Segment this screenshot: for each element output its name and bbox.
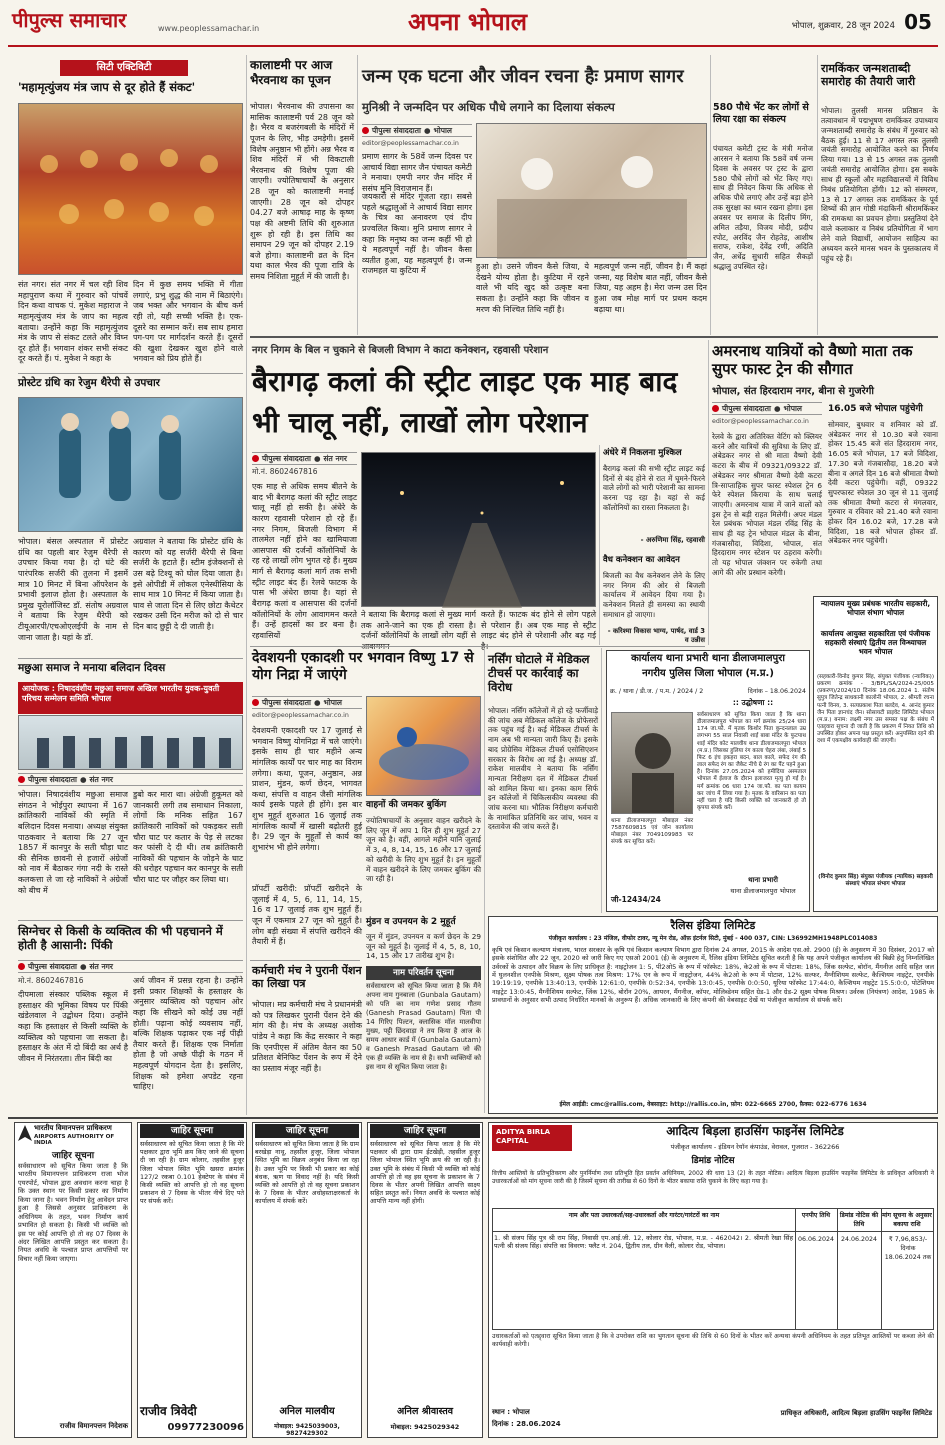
signature-byline-name: पीपुल्स संवाददाता	[28, 961, 77, 971]
streetlight-side-title: अंधेरे में निकलना मुश्किल	[603, 448, 682, 458]
streetlight-quote-1-by: - अरुणिमा सिंह, रहवासी	[640, 536, 705, 544]
amarnath-byline-place: भोपाल	[783, 403, 802, 413]
police-body: सर्वसाधारण को सूचित किया जाता है कि थाना डीलाजमालपुरा भोपाल का मर्ग क्रमांक 25/24 धारा 174 जा.फौ. में मृतक किशोर पिता कुन्दनलाल उम्र लगभग 55 साल निवासी शाई बाबा मंदिर के फुटपाथ शाई मंदिर कोट मालवीय थाना डीलाजमालपुरा भोपाल (म.प्र.) जिसका हुलिया रंग काला चेहरा लंबा, लंबाई 5 फिट 6 इंच इकहरा बदन, बाल काले, सफेद रंग की लाल सफेद रंग का जैकेट नीचे ग्रे रंग का पैंट पहने हुआ है। दिनांक 27.05.2024 को हमीदिया अस्पताल भोपाल में ईलाज के दौरान इलाजरत मृत्यु हो गई है। मर्ग क्रमांक 06 धारा 174 जा.फौ. का पता कायम कर जांच में लिया गया है। मृतक के वारिसान का पता नहीं चला है यदि किसी व्यक्ति को जानकारी हो तो कृपया संपर्क करें।	[697, 712, 806, 812]
aditya-body: वित्तीय आस्तियों के प्रतिभूतिकरण और पुनर्निर्माण तथा प्रतिभूति हित प्रवर्तन अधिनियम, 2002 की धारा 13 (2) के तहत नोटिस। आदित्य बिड़ला हाउसिंग फाइनेंस लिमिटेड के प्राधिकृत अधिकारी ने उधारकर्ताओं को मांग सूचना जारी की है जिसमें सूचना की तारीख से 60 दिनों के भीतर बकाया राशि चुकाने के लिए कहा गया है।	[492, 1170, 934, 1185]
police-heading: :: उद्घोषणा ::	[732, 698, 774, 707]
mrityunjay-headline: 'महामृत्युंजय मंत्र जाप से दूर होते हैं संकट'	[18, 80, 196, 94]
police-officer-2: थाना डीलाजमालपुरा भोपाल	[730, 887, 796, 895]
signature-headline: सिग्नेचर से किसी के व्यक्तित्व की भी पहचानने में होती है आसानी: पिंकी	[18, 924, 223, 953]
aditya-row-npa: 06.06.2024	[797, 1236, 835, 1243]
aditya-col-a: नाम और पता उधारकर्ता/सह-उधारकर्ता और गारंटर/गारंटरों का नाम	[568, 1212, 720, 1219]
nursing-headline: नर्सिंग घोटाले में मेडिकल टीचर्स पर कार्रवाई का विरोध	[488, 652, 590, 695]
prostate-body-1: भोपाल। बंसल अस्पताल में प्रोस्टेट ग्रंथि का पहली बार रेजुम थैरेपी से उपचार किया गया है। दो घंटे की पारंपरिक सर्जरी की तुलना में इसमें मात्र 10 मिनट में बिना ऑपरेशन के प्रभावी इलाज होता है। अस्पताल के प्रमुख यूरोलॉजिस्ट डॉ. संतोष अग्रवाल ने बताया कि रेजुम थैरेपी को टीयूआरपी/एचओएलईपी के नाम से जाना जाता है। यहां के डॉ.	[18, 537, 128, 642]
streetlight-quote-1: बैरागढ़ कलां की सभी स्ट्रीट लाइट कई दिनों से बंद होने से रात में घूमने-फिरने वाले लोगों को भारी परेशानी का सामना करना पड़ रहा है। यहां से कई कॉलोनियों का रास्ता निकलता है।	[603, 464, 705, 512]
police-code: जी-12434/24	[611, 895, 661, 904]
mrityunjay-body-1: संत नगर। संत नगर में चल रही शिव महापुराण कथा में गुरुवार को पांचवें दिन कथा वाचक पं. मुकेश महाराज ने महामृत्युंजय मंत्र के जाप का महत्व बताया। उन्होंने कहा कि महामृत्युंजय मंत्र के जाप से संकट टलते और विघ्न दूर होते हैं। भगवान शंकर सभी संकट दूर करते हैं। पं. मुकेश ने कहा के	[18, 280, 128, 364]
streetlight-kicker: नगर निगम के बिल न चुकाने से बिजली विभाग ने काटा कनेक्शन, रहवासी परेशान	[252, 345, 549, 356]
streetlight-side-title-2: वैध कनेक्शन का आवेदन	[603, 555, 680, 565]
signature-body-1: दीपमाला संस्कार पब्लिक स्कूल में हस्ताक्षर की भूमिका विषय पर पिंकी खंडेलवाल ने उद्बोधन दिया। उन्होंने कहा कि हस्ताक्षर से किसी व्यक्ति के व्यक्तित्व को पहचाना जा सकता है। हस्ताक्षर के अंत में दो बिंदी का अर्थ है जीवन में निरंतरता। तीन बिंदी का	[18, 990, 128, 1063]
ekadashi-body-2: प्रॉपर्टी खरीदी: प्रॉपर्टी खरीदने के जुलाई में 4, 5, 6, 11, 14, 15, 16 व 17 जुलाई तक शुभ मुहूर्त हैं। जून में एकमात्र 27 जून को मुहूर्त है। लोग बड़ी संख्या में संपत्ति खरीदने की तैयारी में हैं।	[252, 884, 362, 947]
prostate-headline: प्रोस्टेट ग्रंथि का रेजुम थैरेपी से उपचार	[18, 377, 160, 389]
masthead-rule	[8, 45, 938, 47]
vishnu-photo	[366, 696, 481, 796]
coop-body: (सहकारी-विनोद कुमार सिंह, संयुक्त पंजीयक (न्यायिक)) प्रकरण क्रमांक - 3/BPL/SA/2024-25/005 (प्रकरण)/2024/10 दिनांक 18.06.2024 1. संतोष सुपुत्र जितेन्द्र साधकानी कालोनी भोपाल, 2. श्रीमती रचना पत्नी विनय, 3. सत्यप्रकाश पिता बलदेव, 4. आनंद कुमार जैन पिता ज्ञानचंद जैन। सोसायटी प्राइवेट लिमिटेड भोपाल (म.प्र.) बनाम: लक्ष्मी नगर उस समस्त पक्ष के संबंध में एतद्द्वारा सूचना दी जाती है कि प्रकरण में नियत तिथि को उपस्थित होकर अपना पक्ष प्रस्तुत करें। अनुपस्थित रहने की दशा में एकपक्षीय कार्यवाही की जाएगी।	[817, 674, 934, 745]
ekadashi-byline-place: भोपाल	[323, 697, 342, 707]
mathua-byline: पीपुल्स संवाददाता ● संत नगर	[18, 773, 243, 786]
amarnath-subhead: भोपाल, संत हिरदाराम नगर, बीना से गुजरेगी	[712, 386, 874, 397]
amarnath-times: सोमवार, बुधवार व शनिवार को डॉ. अंबेडकर नगर से 10.30 बजे रवाना होकर 15.45 बजे संत हिरदाराम नगर, 16.05 बजे भोपाल, 17 बजे विदिशा, 17.30 बजे गंजबासौदा, 18.20 बजे बीना व अगले दिन 16 बजे श्रीमाता वैष्णो देवी कटरा पहुंचेगी। वहीं, 09322 सुपरफास्ट स्पेशल 30 जून से 11 जुलाई तक श्रीमाता वैष्णो कटरा से मंगलवार, गुरुवार व रविवार को 21.40 बजे रवाना होकर दिन 16.02 बजे, 17.28 बजे विदिशा, 18 बजे भोपाल होकर डॉ. अंबेडकर नगर पहुंचेगी।	[828, 420, 938, 546]
nursing-body: भोपाल। नर्सिंग कॉलेजों में हो रहे फर्जीवाड़े की जांच अब मेडिकल कॉलेज के प्रोफेसरों तक पहुंच गई है। कई मेडिकल टीचर्स के नाम अब भी मान्यता जारी किए हैं। इसके बाद प्रोग्रेसिव मेडिकल टीचर्स एसोसिएशन सरकार के विरोध आ गई है। अध्यक्ष डॉ. राकेश मालवीय ने बताया कि नर्सिंग मान्यता निरीक्षण दल में मेडिकल टीचर्स को शामिल किया था। इनका काम सिर्फ इन कॉलेजों में चिकित्सकीय व्यवस्था की जांच करना था। भौतिक निरीक्षण कर्मचारी के नामांकित प्रतिनिधि कर जांच, भवन व दस्तावेज की जांच करते हैं।	[488, 706, 598, 832]
lead-body-1: प्रमाण सागर के 58वें जन्म दिवस पर आचार्य विद्या सागर जैन पंचायत कमेटी ने मनाया। एमपी नगर जैन मंदिर में ससंघ मुनि विराजमान हैं।	[362, 152, 472, 193]
police-officer: थाना प्रभारी	[748, 876, 778, 884]
aai-body: सर्वसाधारण को सूचित किया जाता है कि भारतीय विमानपत्तन प्राधिकरण राजा भोज एयरपोर्ट, भोपाल द्वारा अवधान करना चाहा है कि उक्त स्थान पर किसी प्रकार का निर्माण किया जाना है। भवन निर्माण हेतु आवेदन प्राप्त हुआ है जिससे अनुसार प्राधिकरण के अधिनियम के तहत, भवन निर्माण कार्य प्रभावित हो सकता है। किसी भी व्यक्ति को इस पर कोई आपत्ति हो तो वह 07 दिवस के अंदर लिखित आपत्ति प्रस्तुत कर सकता है। नियत अवधि के पश्चात प्राप्त आपत्तियों पर विचार नहीं किया जाएगा।	[18, 1162, 128, 1263]
section-title: अपना भोपाल	[408, 8, 528, 36]
signature-byline: पीपुल्स संवाददाता ● संत नगर	[18, 960, 243, 973]
karmachari-headline: कर्मचारी मंच ने पुरानी पेंशन का लिखा पत्र	[252, 964, 362, 991]
ekadashi-body-1: देवशयनी एकादशी पर 17 जुलाई से भगवान विष्णु योगनिद्रा में चले जाएंगे। इसके साथ ही चार महीने अन्य मांगलिक कार्यों पर चार माह का विराम लगेगा। कथा, पूजन, अनुष्ठान, अन्न प्राशन, मुंडन, कर्ण छेदन, भागवत कथा, संपत्ति व वाहन जैसी मांगलिक कार्य इसके पहले ही होंगे। इस बार शुभ मुहूर्त शुरुआत 16 जुलाई तक मांगलिक कार्यों में खासी बढ़ोतरी हुई है। 29 जून के मुहूर्तों से कार्य का शुभारंभ भी होने लगेगा।	[252, 726, 362, 852]
police-date: दिनांक – 18.06.2024	[747, 688, 806, 695]
aai-title-en: AIRPORTS AUTHORITY OF INDIA	[34, 1134, 115, 1146]
lead-body-3: हुआ हो। उसने जीवन कैसे जिया, ये देखने योग्य होता है। कुटिया में रहने वाले भी यदि खुद को उत्कृष्ट बना सकता है। उन्होंने कहा कि जीवन व मरण की निश्चित तिथि नहीं है।	[476, 262, 589, 314]
ad3-body: सर्वसाधारण को सूचित किया जाता है कि मेरे पक्षकार श्री द्वारा ग्राम ईटखेड़ी, तहसील हुजूर जिला भोपाल स्थित भूमि क्रय की जा रही है। उक्त भूमि के संबंध में किसी भी व्यक्ति को कोई आपत्ति हो तो वह इस सूचना के प्रकाशन के 7 दिवस के भीतर अपनी लिखित आपत्ति साक्ष्य सहित प्रस्तुत करें। नियत अवधि के पश्चात कोई आपत्ति मान्य नहीं होगी।	[370, 1140, 480, 1206]
streetlight-headline: बैरागढ़ कलां की स्ट्रीट लाइट एक माह बाद भी चालू नहीं, लाखों लोग परेशान	[252, 365, 678, 439]
ramkinkar-headline: रामकिंकर जन्मशताब्दी समारोह की तैयारी जारी	[821, 62, 916, 89]
logo-text: पीपुल्स समाचार	[12, 8, 127, 32]
aditya-row-date: 24.06.2024	[840, 1236, 878, 1243]
coop-subtitle: कार्यालय आयुक्त सहकारिता एवं पंजीयक सहकारी संस्थाएं द्वितीय तल विन्ध्याचल भवन भोपाल	[820, 629, 931, 656]
mathua-body-1: भोपाल। निषादवंशीय मछुआ समाज संगठन ने भोईपुरा स्थापना में 167 क्रांतिकारी नाविकों की स्मृति में बलिदान दिवस मनाया। अध्यक्ष संयुक्त पाठकवार ने बताया कि 27 जून 1857 में कानपुर के सती चौड़ा घाट की सैनिक छावनी से हजारों अंग्रेजों को नाव में बैठाकर गंगा नदी के रास्ते कलकत्ता ले जा रहे नाविकों ने अंग्रेजों को बीच में	[18, 790, 128, 895]
aditya-row-amount: ₹ 7,96,853/- दिनांक 18.06.2024 तक	[884, 1236, 932, 1261]
lead-body-2: जयकारों से मंदिर गूंजता रहा। सबसे पहले श्रद्धालुओं ने आचार्य विद्या सागर के चित्र का अनावरण एवं दीप प्रज्वलित किया। मुनि प्रमाण सागर ने कहा कि मनुष्य का जन्म कहीं भी हो ये महत्वपूर्ण नहीं है। जीवन कैसा व्यतीत हुआ, यह महत्वपूर्ण है। जन्म राजमहल या कुटिया में	[362, 192, 472, 276]
aditya-logo	[492, 1125, 572, 1151]
mathua-byline-name: पीपुल्स संवाददाता	[28, 774, 77, 784]
streetlight-byline-place: संत नगर	[323, 453, 347, 463]
aditya-demand-notice: डिमांड नोटिस	[691, 1156, 735, 1166]
masthead-url: www.peoplessamachar.in	[158, 24, 260, 33]
surgeons-photo	[18, 397, 243, 532]
ekadashi-byline-name: पीपुल्स संवाददाता	[262, 697, 311, 707]
lead-editor-email: editor@peoplessamachar.co.in	[362, 140, 459, 147]
aditya-col-c: डिमांड नोटिस की तिथि	[839, 1212, 879, 1228]
kalashtami-body: भोपाल। भैरवनाथ की उपासना का मासिक कालाष्टमी पर्व 28 जून को है। भैरव व बजरंगबली के मंदिरों में पूजन के लिए, भीड़ उमड़ेगी। इसमें विशेष अनुष्ठान भी होंगे। अन्न भैरव व शिव मंदिरों में भी विकटाली भैरवनाथ की विशेष पूजा की जाएगी। ज्योतिषाचार्यों के अनुसार 28 जून को कालाष्टमी मनाई जाएगी। 28 जून को दोपहर 04.27 बजे आषाढ़ माह के कृष्ण पक्ष की अष्टमी तिथि की शुरुआत शुरू हो रही है। इस तिथि का समापन 29 जून को दोपहर 2.19 बजे होगा। कालाष्टमी व्रत के दिन यथा काल भैरव की पूजा रात्रि के समय निशिता मुहूर्त में की जाती है।	[250, 102, 354, 281]
mundan-body: जून में मुंडन, उपनयन व कर्ण छेदन के 29 जून को मुहूर्त है। जुलाई में 4, 5, 8, 10, 14, 15 और 17 तारीख शुभ है।	[366, 932, 481, 961]
ad1-body: सर्वसाधारण को सूचित किया जाता है कि मेरे पक्षकार द्वारा भूमि क्रय किए जाने की सूचना दी जा रही है। ग्राम कोलार, तहसील हुजूर जिला भोपाल स्थित भूमि खसरा क्रमांक 127/2 रकबा 0.101 हेक्टेयर के संबंध में किसी व्यक्ति को आपत्ति हो तो वह सूचना प्रकाशन से 7 दिवस के भीतर नीचे दिए पते पर संपर्क करें।	[140, 1140, 244, 1206]
ad1-heading: जाहिर सूचना	[140, 1124, 244, 1138]
aai-sign: राजीव विमानपत्तन निदेशक	[59, 1422, 128, 1430]
ekadashi-editor-email: editor@peoplessamachar.co.in	[252, 712, 349, 719]
plants-body: पंचायत कमेटी ट्रस्ट के मंत्री मनोज आरसन ने बताया कि 58वें वर्ष जन्म दिवस के अवसर पर ट्रस्ट के द्वारा 580 पौधे लोगों को भेंट किए गए। साथ ही निवेदन किया कि अधिक से अधिक पौधे लगाएं और उन्हें बड़ा होने तक सुरक्षा का ध्यान रखना होगा। इस अवसर पर समाज के दिलीप मिंग, अमित तड़ैया, विजय मोदी, प्रदीप रपोट, अरविंद जैन रोहतेड़, आशीष सराफ, राकेश, देवेंद्र रणी, अदिति जैन, अर्धेद्र सुधारी सहित सैकड़ों श्रद्धालु उपस्थित रहे।	[713, 144, 813, 272]
amarnath-headline: अमरनाथ यात्रियों को वैष्णो माता तक सुपर फास्ट ट्रेन की सौगात	[712, 342, 913, 379]
ekadashi-headline: देवशयनी एकादशी पर भगवान विष्णु 17 से योग निद्रा में जाएंगे	[252, 650, 474, 684]
mundan-title: मुंडन व उपनयन के 2 मुहूर्त	[366, 917, 456, 927]
ad2-phone: मोबाइल: 9425039003, 9827429302	[274, 1423, 340, 1437]
streetlight-byline: पीपुल्स संवाददाता ● संत नगर	[252, 452, 357, 465]
amarnath-editor-email: editor@peoplessamachar.co.in	[712, 418, 809, 425]
mathua-banner: आयोजक : निषादवंशीय मछुआ समाज अखिल भारतीय युवक-युवती परिचय सम्मेलन समिति भोपाल	[18, 682, 243, 714]
amarnath-body: रेलवे के द्वारा अतिरिक्त वेटिंग को क्लियर करने और यात्रियों की सुविधा के लिए डॉ. अंबेडकर नगर से श्री माता वैष्णो देवी कटरा के बीच में 09321/09322 डॉ. अंबेडकर नगर श्रीमाता वैष्णो देवी कटरा त्रि-साप्ताहिक सुपर फास्ट स्पेशल ट्रेन 6 फेरे स्पेशल किराया के साथ चलाई जाएगी। अमरनाथ यात्रा में जाने वालों को इस ट्रेन से बड़ी राहत मिलेगी। अपर मंडल रेल प्रबंधक भोपाल मंडल रविंद्र सिंह के साथ ही यह ट्रेन भोपाल मंडल के बीना, गंजबासौदा, विदिशा, भोपाल, संत हिरदाराम नगर स्टेशन पर ठहराव करेगी। तो यह भोपाल जंक्शन पर रुकेगी तथा आगे की ओर प्रस्थान करेगी।	[712, 432, 822, 577]
signature-byline-place: संत नगर	[89, 961, 113, 971]
masthead	[0, 0, 945, 44]
lead-subhead: मुनिश्री ने जन्मदिन पर अधिक पौधे लगाने का दिलाया संकल्प	[362, 100, 615, 114]
streetlight-phone: मो.नं. 8602467816	[252, 467, 318, 476]
police-contact: थाना डीलाजमालपुरा मोबाइल नंबर 7587609815 एवं जोन कार्यालय मोबाइल नंबर 7049109983 पर संपर्क कर सूचित करें।	[611, 818, 693, 846]
coop-sign: (विनोद कुमार सिंह) संयुक्त पंजीयक (न्यायिक) सहकारी संस्थाएं भोपाल संभाग भोपाल	[818, 874, 933, 888]
amarnath-byline-name: पीपुल्स संवाददाता	[722, 403, 771, 413]
aditya-place: स्थान : भोपाल	[492, 1408, 530, 1416]
plants-headline: 580 पौधे भेंट कर लोगों से लिया रक्षा का संकल्प	[713, 102, 809, 125]
aditya-brand: ADITYA BIRLA CAPITAL	[496, 1128, 551, 1146]
signature-phone: मो.नं. 8602467816	[18, 976, 84, 985]
lead-body-4: महत्वपूर्ण जन्म नहीं, जीवन है। मैं कहां जन्मा, यह विशेष बात नहीं, जीवन कैसे जिया, यह अहम है। मेरा जन्म उस दिन हुआ जब मोक्ष मार्ग पर प्रथम कदम बढ़ाया था।	[594, 262, 707, 314]
aai-title: भारतीय विमानपत्तन प्राधिकरण	[34, 1124, 112, 1132]
ad1-sign: राजीव त्रिवेदी	[140, 1404, 197, 1418]
streetlight-byline-name: पीपुल्स संवाददाता	[262, 453, 311, 463]
police-subtitle: नगरीय पुलिस जिला भोपाल (म.प्र.)	[642, 668, 774, 679]
aditya-sign: प्राधिकृत अधिकारी, आदित्य बिड़ला हाउसिंग फाइनेंस लिमिटेड	[780, 1409, 932, 1417]
dark-road-photo	[361, 452, 596, 607]
devotees-photo	[18, 103, 243, 275]
lead-byline: पीपुल्स संवाददाता ● भोपाल	[362, 124, 472, 137]
rallis-body: कृषि एवं किसान कल्याण मंत्रालय, भारत सरकार के कृषि एवं किसान कल्याण विभाग द्वारा दिनांक 24 अगस्त, 2015 के आदेश एस.ओ. 2900 (ई) के अनुसरण में 30 दिसंबर, 2017 को इसके संशोधित और 22 जून, 2020 को जारी किए गए एसओ 2001 (ई) के अनुसरण में, रैलिस इंडिया लिमिटेड सूचित करती है कि यह अपने पंजीकृत कार्यालय की बिक्री हेतु निम्नलिखित उर्वरकों के उत्पादन और विक्रय के लिए प्राधिकृत है: नाइट्रोजन 1: 5, पी2ओ5 के रूप में फॉस्फेट: 18%, के2ओ के रूप में पोटाश: 18%, जिंक सल्फेट, बोरॉन, मैंगनीज आदि सहित जल में घुलनशील एनपीके मिश्रण, सूक्ष्म पोषक तत्व मिश्रण: 17% एन के रूप में नाइट्रोजन, 44% के2ओ के रूप में पोटाश, 12% सल्फर, मैग्नीशियम सल्फेट, कैल्शियम नाइट्रेट, एनपीके 19:19:19, एनपीके 13:40:13, एनपीके 12:61:0, एनपीके 0:52:34, एनपीके 13:0:45, एनपीके 0:0:50, यूरिया फॉस्फेट 17:44:0, कैल्शियम नाइट्रेट 15.5:0:0, पोटेशियम नाइट्रेट 13:0:45, मैग्नीशियम सल्फेट, जिंक 12%, बोरॉन 20%, आयरन, मैंगनीज, कॉपर, मोलिब्डेनम सहित ग्रेड-1 और ग्रेड-2 सूक्ष्म पोषक मिश्रण। उर्वरक (नियंत्रण) आदेश, 1985 के प्रावधानों के अनुसार सभी उत्पाद निर्धारित मानकों के अनुरूप हैं। अधिक जानकारी के लिए कंपनी की वेबसाइट देखें या पंजीकृत कार्यालय से संपर्क करें।	[492, 946, 934, 1004]
rallis-address: पंजीकृत कार्यालय : 23 मंजिल, वीफोर टावर, न्यू मेन रोड, ऑफ़ इंटर्नल सिटी, मुंबई - 400 037, CIN: L36992MH1948PLC014083	[548, 935, 878, 942]
aditya-footer: उधारकर्ताओं को एतद्द्वारा सूचित किया जाता है कि वे उपरोक्त राशि का भुगतान सूचना की तिथि से 60 दिनों के भीतर करें अन्यथा कंपनी अधिनियम के तहत प्रतिभूत आस्तियों पर कब्जा लेने की कार्यवाही करेगी।	[492, 1333, 934, 1349]
ad1-phone: 09977230096	[167, 1422, 244, 1433]
aai-heading: जाहिर सूचना	[51, 1151, 95, 1161]
name-change-title: नाम परिवर्तन सूचना	[366, 966, 481, 980]
rallis-title: रैलिस इंडिया लिमिटेड	[670, 919, 756, 932]
aditya-row: 1. श्री संजय सिंह पुत्र श्री राम सिंह, निवासी एम.आई.जी. 12, कोलार रोड, भोपाल, म.प्र. - 462042। 2. श्रीमती रेखा सिंह पत्नी श्री संजय सिंह। संपत्ति का विवरण: फ्लैट नं. 204, द्वितीय तल, ग्रीन वैली, कोलार रोड, भोपाल।	[494, 1234, 793, 1251]
lead-byline-place: भोपाल	[433, 125, 452, 135]
rallis-footer: ईमेल आईडी: cmc@rallis.com, वेबसाइट: http://rallis.co.in, फ़ोन: 022-6665 2700, फ़ैक्स: 022-6776 1634	[559, 1101, 867, 1108]
deceased-photo	[611, 712, 693, 814]
streetlight-body-2: ने बताया कि बैरागढ़ कलां से मुख्य मार्ग तक आने-जाने का एक ही रास्ता है। दर्जनों कॉलोनियों के लाखों लोग यहीं से	[361, 610, 476, 641]
police-title: कार्यालय थाना प्रभारी थाना डीलाजमालपुरा	[631, 653, 785, 664]
streetlight-body-1: एक माह से अधिक समय बीतने के बाद भी बैरागढ़ कलां की स्ट्रीट लाइट चालू नहीं हो सकी है। अंधेरे के कारण रहवासी परेशान हो रहे हैं। नगर निगम, बिजली विभाग में तालमेल नहीं होने का खामियाजा आसपास की दर्जनों कॉलोनियों के रह रहे लाखों लोग भुगत रहे हैं। मुख्य मार्ग से बैरागढ़ कलां मार्ग तक सभी स्ट्रीट लाइट बंद हैं। रेलवे फाटक के पास भी अंधेरा छाया है। यहां से बैरागढ़ कलां व आसपास की दर्जनों कॉलोनियों के लोग आवागमन करते हैं। उन्हें हादसों का डर बना है। रहवासियों	[252, 482, 357, 640]
aditya-col-b: एनपीए तिथि	[801, 1212, 831, 1219]
streetlight-quote-2-by: - करिश्मा विकास भाग्य, पार्षद, वार्ड 3 व उन्नीस	[607, 627, 705, 644]
aditya-address: पंजीकृत कार्यालय - इंडियन रेयॉन कंपाउंड, वेरावल, गुजरात - 362266	[670, 1143, 840, 1151]
lead-headline: जन्म एक घटना और जीवन रचना हैः प्रमाण सागर	[362, 66, 684, 87]
mrityunjay-body-2: दिन में कुछ समय भक्ति में गीता लगाएं, प्रभु शुद्ध की नाम में बिठाएंगे। जब भक्त और भगवान के बीच कर्म रही तो, यही सच्ची भक्ति है। एक-दूसरे का सम्मान करें। सब साथ हमारा पग-पग पर मार्गदर्शन करते हैं। दूसरों की खुशा देखकर खुश होने वाले भगवान को प्रिय होते हैं।	[133, 280, 243, 364]
signature-body-2: अर्थ जीवन में प्रसन्न रहना है। उन्होंने इसी प्रकार शिक्षकों के हस्ताक्षर के अनुसार व्यक्तित्व को पहचान ओर कहा कि सीखने को कोई उम्र नहीं होती। पढ़ाना कोई व्यवसाय नहीं, बल्कि शिक्षक पढ़ाकर एक नई पीढ़ी तैयार करते हैं। शिक्षक एक निर्माता होता है जो अच्छे पीढ़ी के गठन में महत्वपूर्ण योगदान देता है। इसलिए, शिक्षक को हमेशा अपडेट रहना चाहिए।	[133, 976, 243, 1092]
amarnath-byline: पीपुल्स संवाददाता ● भोपाल	[712, 402, 822, 415]
aditya-date: दिनांक : 28.06.2024	[492, 1420, 561, 1428]
aditya-title: आदित्य बिड़ला हाउसिंग फाइनेंस लिमिटेड	[666, 1124, 844, 1138]
police-refline: क्र. / थाना / डी.ज. / प.म. / 2024 / 2	[610, 688, 704, 695]
amarnath-times-title: 16.05 बजे भोपाल पहुंचेगी	[828, 404, 923, 414]
ad2-sign: अनिल मालवीय	[279, 1406, 335, 1417]
page-number: 05	[904, 10, 932, 34]
streetlight-quote-2: बिजली का वैध कनेक्शन लेने के लिए नगर निगम की ओर से बिजली कार्यालय में आवेदन दिया गया है। कनेक्शन मिलते ही समस्या का स्थायी समाधान हो जाएगा।	[603, 571, 705, 619]
ad2-heading: जाहिर सूचना	[255, 1124, 359, 1138]
name-change-body: सर्वसाधारण को सूचित किया जाता है कि मैंने अपना नाम गुनबाला (Gunbala Gautam) को पति का नाम गणेश प्रसाद गौतम (Ganesh Prasad Gautam) पिता पी 14 गिरिए पिल्टन, क्लासिक मॉल मालवीया मुख्य, पट्टी छिंदवाड़ा ने तय किया है आज के समय आधार कार्ड में (Gunbala Gautam) व Ganesh Prasad Gautam जो की एक ही व्यक्ति के नाम से है। सभी व्यक्तियों को इस नाम से सूचित किया जाता है।	[366, 982, 481, 1072]
ad3-phone: मोबाइल: 9425029342	[390, 1423, 460, 1431]
masthead-logo	[12, 6, 152, 36]
ad2-body: सर्वसाधारण को सूचित किया जाता है कि ग्राम बरखेड़ा नाथू, तहसील हुजूर, जिला भोपाल स्थित भूमि का विक्रय अनुबंध किया जा रहा है। उक्त भूमि पर किसी भी प्रकार का कोई बंधक, ऋण या विवाद नहीं है। यदि किसी व्यक्ति को आपत्ति हो तो वह सूचना प्रकाशन के 7 दिवस के भीतर अधोहस्ताक्षरकर्ता के कार्यालय में संपर्क करें।	[255, 1140, 359, 1206]
ad3-sign: अनिल श्रीवास्तव	[396, 1406, 454, 1417]
prostate-body-2: अग्रवाल ने बताया कि प्रोस्टेट ग्रंथि के कारण को यह सर्जरी थैरेपी से बिना सर्जरी के हटाते हैं। स्टीम इंजेक्शनों से उस बढ़े टिश्यू को घोल दिया जाता है। इसे ओपीडी में लोकल एनेस्थीसिया के साथ मात्र 10 मिनट में किया जाता है। घाव से जाता दिन से लिए छोटा कैथेटर रखकर उसी दिन मरीज को दो से चार दिन बाद छुट्टी दे दी जाती है।	[133, 537, 243, 631]
karmachari-body: भोपाल। मप्र कर्मचारी मंच ने प्रधानमंत्री को पत्र लिखकर पुरानी पेंशन देने की मांग की है। मंच के अध्यक्ष अशोक पांडेय ने कहा कि केंद्र सरकार ने कहा कि एनपीएस में अंतिम वेतन का 50 प्रतिशत बेनिफिट पेंशन के रूप में देने का प्रस्ताव मंजूर नहीं है।	[252, 1000, 362, 1073]
mathua-photo	[18, 715, 243, 770]
mathua-body-2: डुबो कर मारा था। अंग्रेजी हुकूमत को जानकारी लगी तब समाधान निकाला, लोगों कि मनिक सहित 167 क्रांतिकारी नाविकों को पकड़कर सती चौरा घाट पर कतार के पेड़ से लटका कर फांसी दे दी थी। तब क्रांतिकारी नाविकों की पहचान के जोड़ने के घाट की धरोहर पहचान कर कानपुर के सती चौरा घाट पर जौहर कर लिया था।	[133, 790, 243, 884]
muni-photo	[476, 123, 707, 258]
streetlight-body-3: करते हैं। फाटक बंद होने से लोग पहले से परेशान हैं। अब एक माह से स्ट्रीट लाइट बंद होने से परेशानी और बढ़ गई	[481, 610, 596, 641]
aditya-col-d: मांग सूचना के अनुसार बकाया राशि	[882, 1212, 932, 1228]
mathua-byline-place: संत नगर	[89, 774, 113, 784]
vehicle-title: वाहनों की जमकर बुकिंग	[366, 800, 447, 810]
ad3-heading: जाहिर सूचना	[370, 1124, 480, 1138]
ramkinkar-body: भोपाल। तुलसी मानस प्रतिष्ठान के तत्वावधान में पद्मभूषण रामकिंकर उपाध्याय जन्मशताब्दी समारोह के संबंध में गुरुवार को बैठक हुई। 11 से 17 अगस्त तक तुलसी जयंती समारोह आयोजित करने का निर्णय लिया गया। 13 से 15 अगस्त तक तुलसी जयंती समारोह आयोजित होगा। इस सबके साथ ही स्कूलों और महाविद्यालयों में विविध निबंध प्रतियोगिता होंगी। 12 को संस्मरण, 13 से 17 अगस्त तक रामकिंकर के पूर्व शिष्यों की ज्ञान गोष्ठी मंदाकिनी श्रीरामकिंकर की रामकथा का प्रवचन होगा। प्रस्तुतियां देने वाले कलाकार व निबंध प्रतियोगिता में भाग लेने वाले विद्यार्थी, आयोजन साहित्य का अध्ययन करने मानस भवन के पुस्तकालय में पहुंच रहे हैं।	[821, 106, 938, 263]
vehicle-body: ज्योतिषाचार्यों के अनुसार वाहन खरीदने के लिए जून में आप 1 दिन ही शुभ मुहूर्त 27 जून को है। वहीं, आगले महीने यानि जुलाई में 3, 4, 8, 14, 15, 16 और 17 जुलाई को खरीदी के लिए शुभ मुहूर्त है। इन मुहूर्तों में वाहन खरीदने के लिए जमकर बुकिंग की जा रही है।	[366, 816, 481, 884]
dateline: भोपाल, शुक्रवार, 28 जून 2024	[791, 21, 895, 31]
aai-logo-icon	[18, 1125, 32, 1141]
coop-title: न्यायालय मुख्य प्रबंधक भारतीय सहकारी, भोपाल संभाग भोपाल	[820, 599, 931, 617]
mathua-headline: मछुआ समाज ने मनाया बलिदान दिवस	[18, 662, 166, 674]
city-activity-tag: सिटी एक्टिविटी	[60, 60, 188, 76]
ekadashi-byline: पीपुल्स संवाददाता ● भोपाल	[252, 696, 362, 709]
lead-byline-name: पीपुल्स संवाददाता	[372, 125, 421, 135]
kalashtami-headline: कालाष्टमी पर आज भैरवनाथ का पूजन	[250, 58, 333, 87]
